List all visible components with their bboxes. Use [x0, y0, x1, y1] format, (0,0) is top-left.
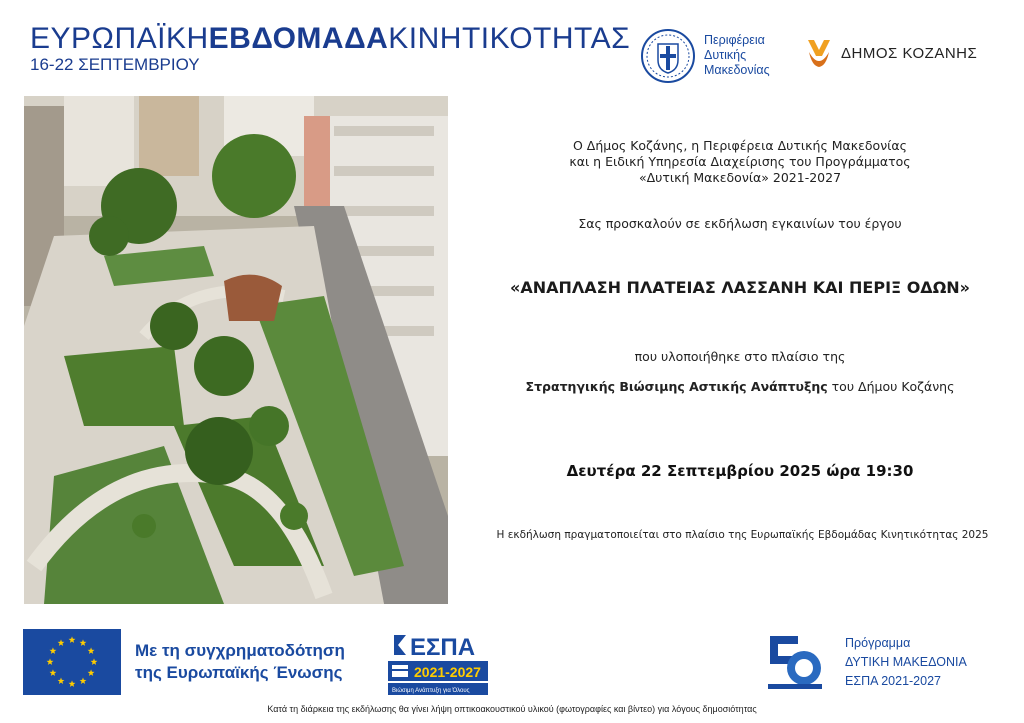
region-name — [704, 33, 770, 78]
square-aerial-photo — [24, 96, 448, 604]
program-line3: ΕΣΠΑ 2021-2027 — [845, 674, 941, 688]
intro-line3: «Δυτική Μακεδονία» 2021-2027 — [638, 170, 842, 185]
implemented-line: που υλοποιήθηκε στο πλαίσιο της — [634, 349, 846, 364]
event-title-part1: ΕΥΡΩΠΑΪΚΗ — [30, 22, 209, 55]
espa-years: 2021-2027 — [414, 664, 481, 680]
event-title-part2: ΕΒΔΟΜΑΔΑ — [208, 22, 389, 55]
western-macedonia-logo-icon — [764, 630, 826, 692]
intro-line1: Ο Δήμος Κοζάνης, η Περιφέρεια Δυτικής Μακεδονίας — [573, 138, 907, 153]
region-line3: Μακεδονίας — [704, 63, 770, 77]
square-aerial-image — [24, 96, 448, 604]
strategy-line — [470, 379, 1010, 394]
greek-emblem-icon — [640, 28, 696, 84]
event-datetime: Δευτέρα 22 Σεπτεμβρίου 2025 ώρα 19:30 — [566, 462, 914, 480]
event-title — [30, 22, 630, 56]
eu-line2: της Ευρωπαϊκής Ένωσης — [135, 663, 343, 682]
espa-logo-icon — [388, 629, 488, 697]
event-context: Η εκδήλωση πραγματοποιείται στο πλαίσιο της Ευρωπαϊκής Εβδομάδας Κινητικότητας 2025 — [496, 529, 989, 541]
kozani-logo-icon — [806, 36, 832, 68]
intro-line2: και η Ειδική Υπηρεσία Διαχείρισης του Προγράμματος — [569, 154, 911, 169]
espa-title: ΕΣΠΑ — [410, 634, 476, 661]
eu-flag-icon — [23, 629, 121, 695]
region-line2: Δυτικής — [704, 48, 747, 62]
strategy-rest: του Δήμου Κοζάνης — [827, 379, 955, 394]
strategy-bold: Στρατηγικής Βιώσιμης Αστικής Ανάπτυξης — [525, 379, 828, 394]
program-line2: ΔΥΤΙΚΗ ΜΑΚΕΔΟΝΙΑ — [845, 655, 967, 669]
event-title-part3: ΚΙΝΗΤΙΚΟΤΗΤΑΣ — [388, 22, 631, 55]
eu-line1: Με τη συγχρηματοδότηση — [135, 641, 345, 660]
program-name — [845, 634, 967, 691]
program-line1: Πρόγραμμα — [845, 636, 911, 650]
invitation-intro — [470, 138, 1010, 186]
municipality-name: ΔΗΜΟΣ ΚΟΖΑΝΗΣ — [841, 45, 978, 62]
invite-line: Σας προσκαλούν σε εκδήλωση εγκαινίων του έργου — [578, 216, 902, 231]
event-dates: 16-22 ΣΕΠΤΕΜΒΡΙΟΥ — [30, 55, 200, 74]
media-notice: Κατά τη διάρκεια της εκδήλωσης θα γίνει λήψη οπτικοακουστικού υλικού (φωτογραφίες και βίντεο) για λόγους δημοσιότητας — [267, 704, 757, 714]
region-line1: Περιφέρεια — [704, 33, 765, 47]
project-title: «ΑΝΑΠΛΑΣΗ ΠΛΑΤΕΙΑΣ ΛΑΣΣΑΝΗ ΚΑΙ ΠΕΡΙΞ ΟΔΩΝ» — [509, 278, 971, 297]
espa-tagline: Βιώσιμη Ανάπτυξη για Όλους — [392, 688, 470, 694]
eu-cofunding — [135, 640, 345, 684]
